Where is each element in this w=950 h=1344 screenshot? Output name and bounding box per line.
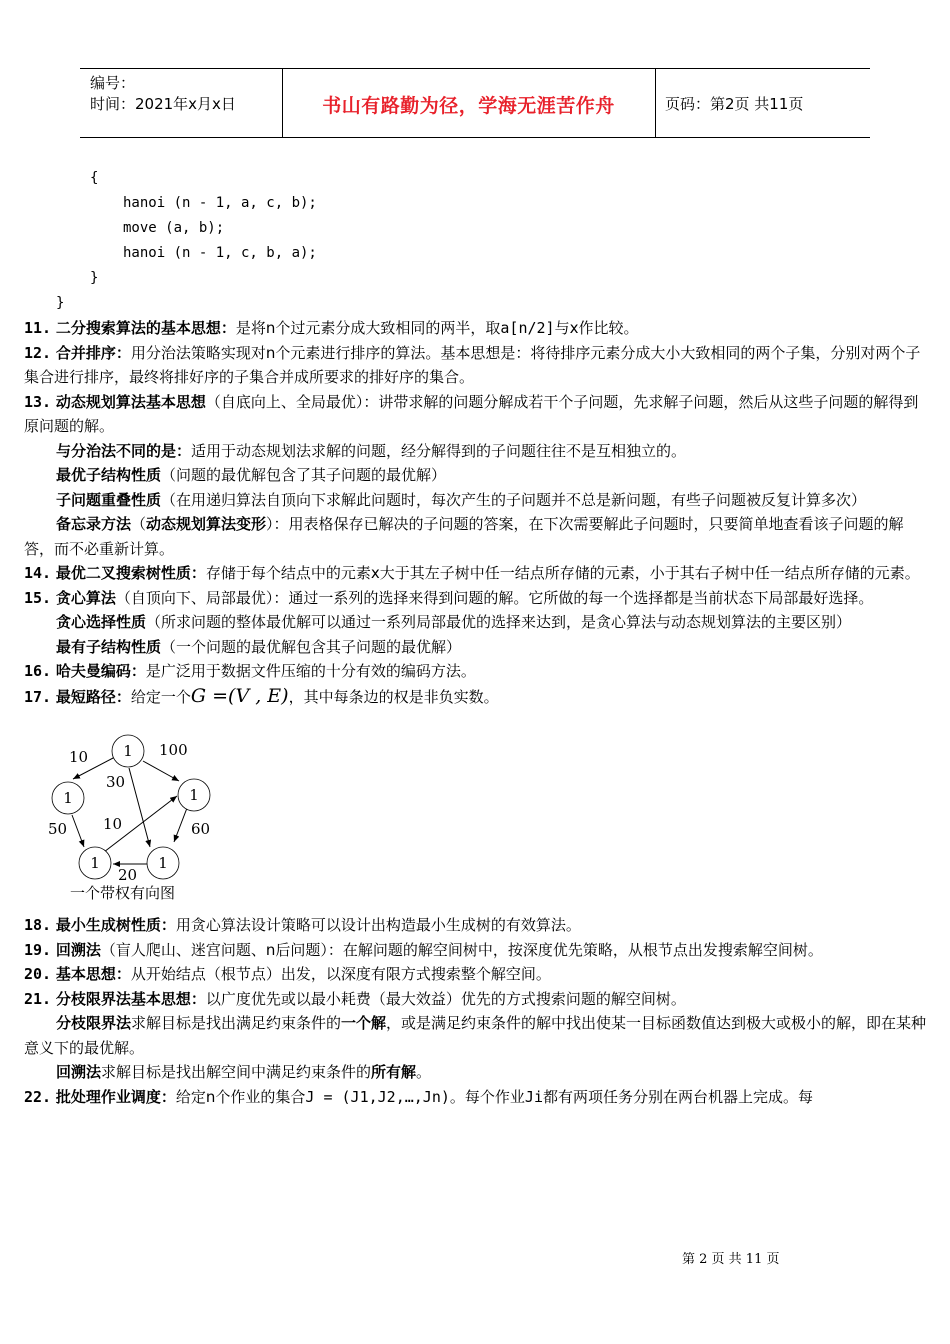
graph-edge-label: 30 [106, 773, 126, 791]
code-line: } [90, 270, 99, 286]
item-13: 13. 动态规划算法基本思想（自底向上、全局最优）：讲带求解的问题分解成若干个子问题，先求解子问题，然后从这些子问题的解得到原问题的解。 [24, 392, 919, 435]
item-21: 21. 分枝限界法基本思想：以广度优先或以最小耗费（最大效益）优先的方式搜索问题的解空间树。 [24, 989, 686, 1008]
code-line: hanoi (n - 1, c, b, a); [123, 245, 317, 261]
item-15-substructure: 最有子结构性质（一个问题的最优解包含其子问题的最优解） [56, 637, 462, 656]
graph-edge-label: 60 [191, 820, 211, 838]
code-line: hanoi (n - 1, a, c, b); [123, 195, 317, 211]
item-21-branch-bound-goal: 分枝限界法求解目标是找出满足约束条件的一个解，或是满足约束条件的解中找出使某一目标函数值达到极大或极小的解，即在某种意义下的最优解。 [24, 1014, 927, 1057]
graph-formula: G =(V , E) [190, 684, 289, 707]
graph-node-label: 1 [90, 854, 100, 872]
header-meta [90, 73, 236, 115]
graph-edge-label: 10 [69, 748, 89, 766]
graph-edge [143, 761, 179, 781]
header-divider [655, 69, 656, 137]
page-footer: 第 2 页 共 11 页 [682, 1252, 780, 1267]
graph-edge-label: 20 [118, 866, 138, 884]
graph-edge-label: 10 [103, 815, 123, 833]
graph-caption: 一个带权有向图 [70, 884, 176, 902]
item-19: 19. 回溯法（盲人爬山、迷宫问题、n后问题）：在解问题的解空间树中，按深度优先策略，从根节点出发搜索解空间树。 [24, 940, 823, 959]
header-motto: 书山有路勤为径，学海无涯苦作舟 [322, 95, 615, 117]
item-22: 22. 批处理作业调度：给定n个作业的集合J = (J1,J2,…,Jn)。每个作业Ji都有两项任务分别在两台机器上完成。每 [24, 1087, 813, 1106]
item-15: 15. 贪心算法（自顶向下、局部最优）：通过一系列的选择来得到问题的解。它所做的每一个选择都是当前状态下局部最好选择。 [24, 588, 874, 607]
header-number: 编号： [90, 74, 136, 92]
graph-edge [72, 815, 84, 847]
item-17: 17. 最短路径：给定一个G =(V , E)，其中每条边的权是非负实数。 [24, 684, 499, 707]
graph-edge [174, 808, 187, 842]
item-20: 20. 基本思想：从开始结点（根节点）出发，以深度有限方式搜索整个解空间。 [24, 965, 551, 983]
code-line: } [56, 295, 65, 311]
page-header [80, 68, 870, 138]
graph-edge-label: 50 [48, 820, 68, 838]
item-12: 12. 合并排序：用分治法策略实现对n个元素进行排序的算法。基本思想是：将待排序元素分成大小大致相同的两个子集，分别对两个子集合进行排序，最终将排好序的子集合并成所要求的排好序的集合。 [24, 343, 921, 386]
code-line: { [90, 170, 99, 186]
graph-node-label: 1 [123, 742, 133, 760]
item-16: 16. 哈夫曼编码：是广泛用于数据文件压缩的十分有效的编码方法。 [24, 662, 476, 680]
weighted-digraph [24, 713, 284, 913]
item-13-overlapping: 子问题重叠性质（在用递归算法自顶向下求解此问题时，每次产生的子问题并不总是新问题，有些子问题被反复计算多次） [56, 490, 867, 509]
item-18: 18. 最小生成树性质：用贪心算法设计策略可以设计出构造最小生成树的有效算法。 [24, 916, 581, 934]
item-13-optimal-substructure: 最优子结构性质（问题的最优解包含了其子问题的最优解） [56, 466, 447, 484]
item-13-memo: 备忘录方法（动态规划算法变形）：用表格保存已解决的子问题的答案，在下次需要解此子问题时，只要简单地查看该子问题的解答，而不必重新计算。 [24, 515, 904, 558]
graph-edge-label: 100 [159, 741, 188, 759]
item-14: 14. 最优二叉搜索树性质：存储于每个结点中的元素x大于其左子树中任一结点所存储的元素，小于其右子树中任一结点所存储的元素。 [24, 564, 920, 582]
weighted-digraph-figure [24, 713, 930, 913]
graph-node-label: 1 [158, 854, 168, 872]
graph-edge [129, 768, 150, 847]
header-page-number: 页码：第2页 共11页 [665, 95, 804, 113]
item-21-backtrack-goal: 回溯法求解目标是找出解空间中满足约束条件的所有解。 [56, 1063, 432, 1081]
graph-node-label: 1 [189, 786, 199, 804]
code-line: move (a, b); [123, 220, 225, 236]
item-11: 11. 二分搜索算法的基本思想：是将n个过元素分成大致相同的两半，取a[n/2]与x作比较。 [24, 319, 639, 337]
graph-node-label: 1 [63, 789, 73, 807]
main-content [24, 316, 930, 1109]
header-time: 时间：2021年x月x日 [90, 95, 236, 113]
item-13-difference: 与分治法不同的是：适用于动态规划法求解的问题，经分解得到的子问题往往不是互相独立的。 [56, 441, 687, 460]
item-15-greedy-choice: 贪心选择性质（所求问题的整体最优解可以通过一系列局部最优的选择来达到，是贪心算法与动态规划算法的主要区别） [56, 613, 852, 631]
